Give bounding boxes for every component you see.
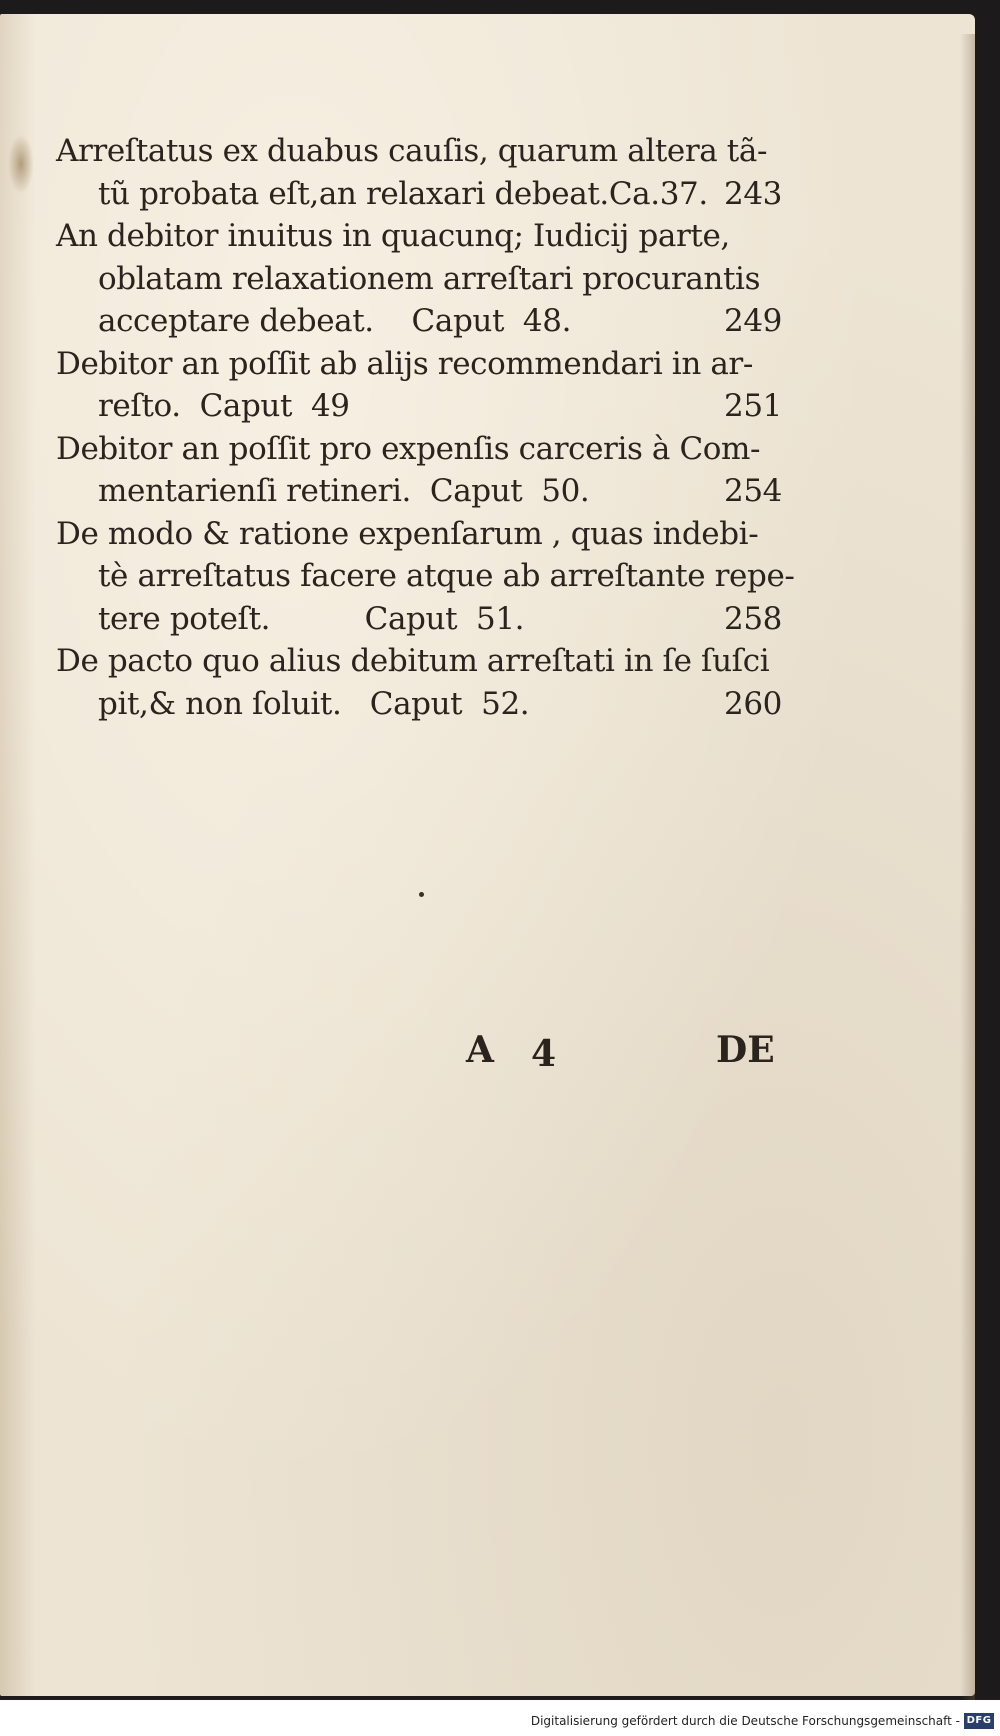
catchword: DE (716, 1029, 775, 1071)
toc-entry (56, 640, 782, 725)
toc-line-last (56, 173, 782, 216)
toc-line: An debitor inuitus in quacunq; Iudicij parte, (56, 218, 730, 254)
toc-line: De modo & ratione expenſarum , quas indebi- (56, 515, 759, 552)
toc-page-number: 243 (724, 175, 782, 212)
toc-line: oblatam relaxationem arreſtari procurantis (98, 260, 761, 297)
toc-entry (56, 215, 782, 343)
page-stain (8, 134, 34, 194)
signature-number: 4 (531, 1033, 557, 1075)
toc-line-text: acceptare debeat. Caput 48. (98, 303, 572, 339)
signature-mark: A (466, 1029, 494, 1071)
toc-page-number: 251 (724, 388, 782, 424)
toc-page-number: 260 (724, 685, 782, 722)
toc-entry (56, 130, 782, 215)
toc-line-last (56, 683, 782, 726)
footer-credit-text: Digitalisierung gefördert durch die Deutsche Forschungsgemeinschaft - (530, 1714, 960, 1728)
toc-line: Debitor an poſſit pro expenſis carceris à Com- (56, 430, 761, 467)
toc-line-text: mentarienſi retineri. Caput 50. (98, 473, 590, 509)
toc-line: De pacto quo alius debitum arreſtati in ſe ſuſci (56, 643, 770, 679)
toc-line-text: tere poteſt. Caput 51. (98, 600, 525, 637)
toc-page-number: 254 (724, 473, 782, 509)
toc-line-last (56, 385, 782, 428)
toc-line-text: pit,& non ſoluit. Caput 52. (98, 685, 530, 722)
toc-line-text: tũ probata eſt,an relaxari debeat.Ca.37. (98, 175, 708, 212)
toc-line: Arreſtatus ex duabus cauſis, quarum altera tã- (56, 133, 768, 169)
ink-speck (419, 892, 424, 897)
toc-line-text: reſto. Caput 49 (98, 388, 350, 424)
toc-line-last (56, 300, 782, 343)
digitization-footer (0, 1700, 1000, 1736)
dfg-logo: DFG (964, 1713, 994, 1729)
toc-line-last (56, 598, 782, 641)
toc-page-number: 258 (724, 600, 782, 637)
book-page (0, 14, 975, 1696)
toc-line: Debitor an poſſit ab alijs recommendari in ar- (56, 345, 753, 382)
page-edge-shadow (960, 34, 975, 1704)
toc-entry (56, 428, 782, 513)
table-of-contents (56, 130, 795, 725)
toc-entry (56, 513, 795, 641)
toc-line-last (56, 470, 782, 513)
toc-line: tè arreſtatus facere atque ab arreſtante repe- (98, 558, 795, 594)
toc-page-number: 249 (724, 303, 782, 339)
toc-entry (56, 343, 782, 428)
